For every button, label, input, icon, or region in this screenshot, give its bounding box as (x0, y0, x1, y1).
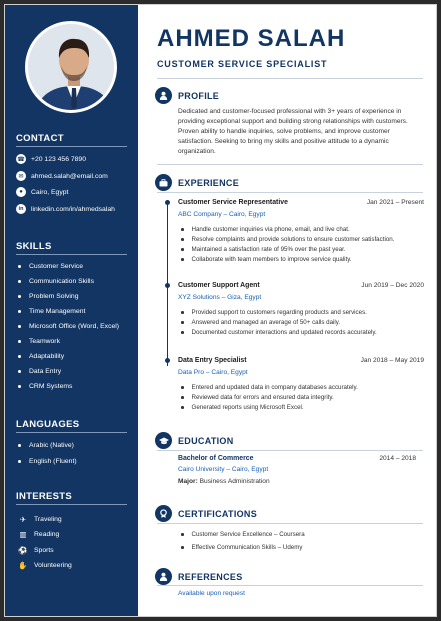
edu-degree: Bachelor of Commerce (178, 455, 254, 462)
certification-item: Effective Communication Skills – Udemy (181, 544, 426, 551)
email-text[interactable]: ahmed.salah@email.com (31, 172, 108, 180)
education-heading: EDUCATION (178, 436, 234, 446)
sidebar (5, 5, 138, 617)
language-item: Arabic (Native) (18, 442, 74, 449)
interest-item: ✈ Traveling (19, 515, 62, 524)
contact-linkedin (16, 204, 115, 214)
job-role: Data Entry Specialist (178, 357, 247, 364)
skill-item: Time Management (18, 308, 85, 315)
interests-divider (16, 504, 127, 505)
references-heading: REFERENCES (178, 572, 243, 582)
briefcase-icon (155, 174, 172, 191)
skill-item: Teamwork (18, 338, 60, 345)
job-dates: Jun 2019 – Dec 2020 (361, 282, 424, 289)
job-bullet: Collaborate with team members to improve service quality. (181, 256, 426, 263)
location-icon: ● (16, 187, 26, 197)
profile-summary: Dedicated and customer-focused professional with 3+ years of experience in providing exceptional support and building strong relationships with customers. Proven ability to handle inquiries, solve problems, and improve customer satisfaction. Seeking to bring my skills and positive attitude to a dynamic organization. (178, 108, 408, 155)
certification-item: Customer Service Excellence – Coursera (181, 531, 426, 538)
handshake-icon: ✋ (18, 561, 28, 570)
education-divider (157, 450, 423, 451)
skill-item: Customer Service (18, 263, 83, 270)
job-company: XYZ Solutions – Giza, Egypt (178, 294, 262, 301)
linkedin-icon: in (16, 204, 26, 214)
contact-location (16, 187, 68, 197)
contact-email (16, 171, 108, 181)
job-role: Customer Service Representative (178, 199, 288, 206)
skills-divider (16, 254, 127, 255)
edu-major: Major: Business Administration (178, 478, 270, 485)
phone-icon: ☎ (16, 154, 26, 164)
contact-divider (16, 146, 127, 147)
profile-divider (157, 164, 423, 165)
profile-photo (25, 21, 117, 113)
languages-heading: LANGUAGES (16, 419, 80, 430)
header-divider (157, 78, 423, 79)
job-bullet: Answered and managed an average of 50+ calls daily. (181, 319, 426, 326)
skill-item: Adaptability (18, 353, 64, 360)
linkedin-text[interactable]: linkedin.com/in/ahmedsalah (31, 205, 115, 213)
skills-heading: SKILLS (16, 241, 52, 252)
certifications-heading: CERTIFICATIONS (178, 509, 258, 519)
ball-icon: ⚽ (18, 546, 28, 555)
timeline-dot (165, 358, 170, 363)
location-text: Cairo, Egypt (31, 188, 69, 196)
job-bullet: Resolve complaints and provide solutions to ensure customer satisfaction. (181, 236, 426, 243)
job-bullet: Provided support to customers regarding products and services. (181, 309, 426, 316)
graduation-cap-icon (155, 432, 172, 449)
job-bullet: Documented customer interactions and updated records accurately. (181, 329, 426, 336)
job-bullet: Reviewed data for errors and ensured data integrity. (181, 394, 426, 401)
job-company: Data Pro – Cairo, Egypt (178, 369, 248, 376)
certifications-divider (157, 523, 423, 524)
interest-item: ✋ Volunteering (18, 561, 72, 570)
skill-item: Data Entry (18, 368, 61, 375)
job-company: ABC Company – Cairo, Egypt (178, 211, 266, 218)
job-bullet: Handle customer inquiries via phone, email, and live chat. (181, 226, 426, 233)
person-icon (155, 87, 172, 104)
language-item: English (Fluent) (18, 458, 77, 465)
certificate-icon (155, 505, 172, 522)
book-icon: ▥ (19, 530, 27, 539)
job-dates: Jan 2018 – May 2019 (360, 357, 424, 364)
job-dates: Jan 2021 – Present (366, 199, 424, 206)
plane-icon: ✈ (19, 515, 27, 524)
phone-text: +20 123 456 7890 (31, 155, 86, 163)
person-icon (155, 568, 172, 585)
skill-item: Problem Solving (18, 293, 79, 300)
job-role: Customer Support Agent (178, 282, 260, 289)
interest-item: ⚽ Sports (18, 546, 54, 555)
timeline-dot (165, 200, 170, 205)
interest-item: ▥ Reading (19, 530, 60, 539)
skill-item: Microsoft Office (Word, Excel) (18, 323, 119, 330)
references-divider (157, 585, 423, 586)
references-text: Available upon request (178, 590, 245, 597)
skill-item: CRM Systems (18, 383, 72, 390)
experience-heading: EXPERIENCE (178, 178, 240, 188)
candidate-name: AHMED SALAH (157, 25, 346, 52)
contact-phone (16, 154, 86, 164)
languages-divider (16, 432, 127, 433)
job-bullet: Entered and updated data in company databases accurately. (181, 384, 426, 391)
main-content (138, 5, 437, 617)
email-icon: ✉ (16, 171, 26, 181)
contact-heading: CONTACT (16, 133, 64, 144)
candidate-title: CUSTOMER SERVICE SPECIALIST (157, 59, 328, 69)
edu-dates: 2014 – 2018 (379, 455, 416, 462)
edu-school: Cairo University – Cairo, Egypt (178, 466, 269, 473)
interests-heading: INTERESTS (16, 491, 73, 502)
job-bullet: Maintained a satisfaction rate of 95% over the past year. (181, 246, 426, 253)
job-bullet: Generated reports using Microsoft Excel. (181, 404, 426, 411)
resume-page (4, 4, 437, 617)
experience-divider (157, 192, 423, 193)
profile-heading: PROFILE (178, 91, 220, 101)
timeline-dot (165, 283, 170, 288)
skill-item: Communication Skills (18, 278, 94, 285)
